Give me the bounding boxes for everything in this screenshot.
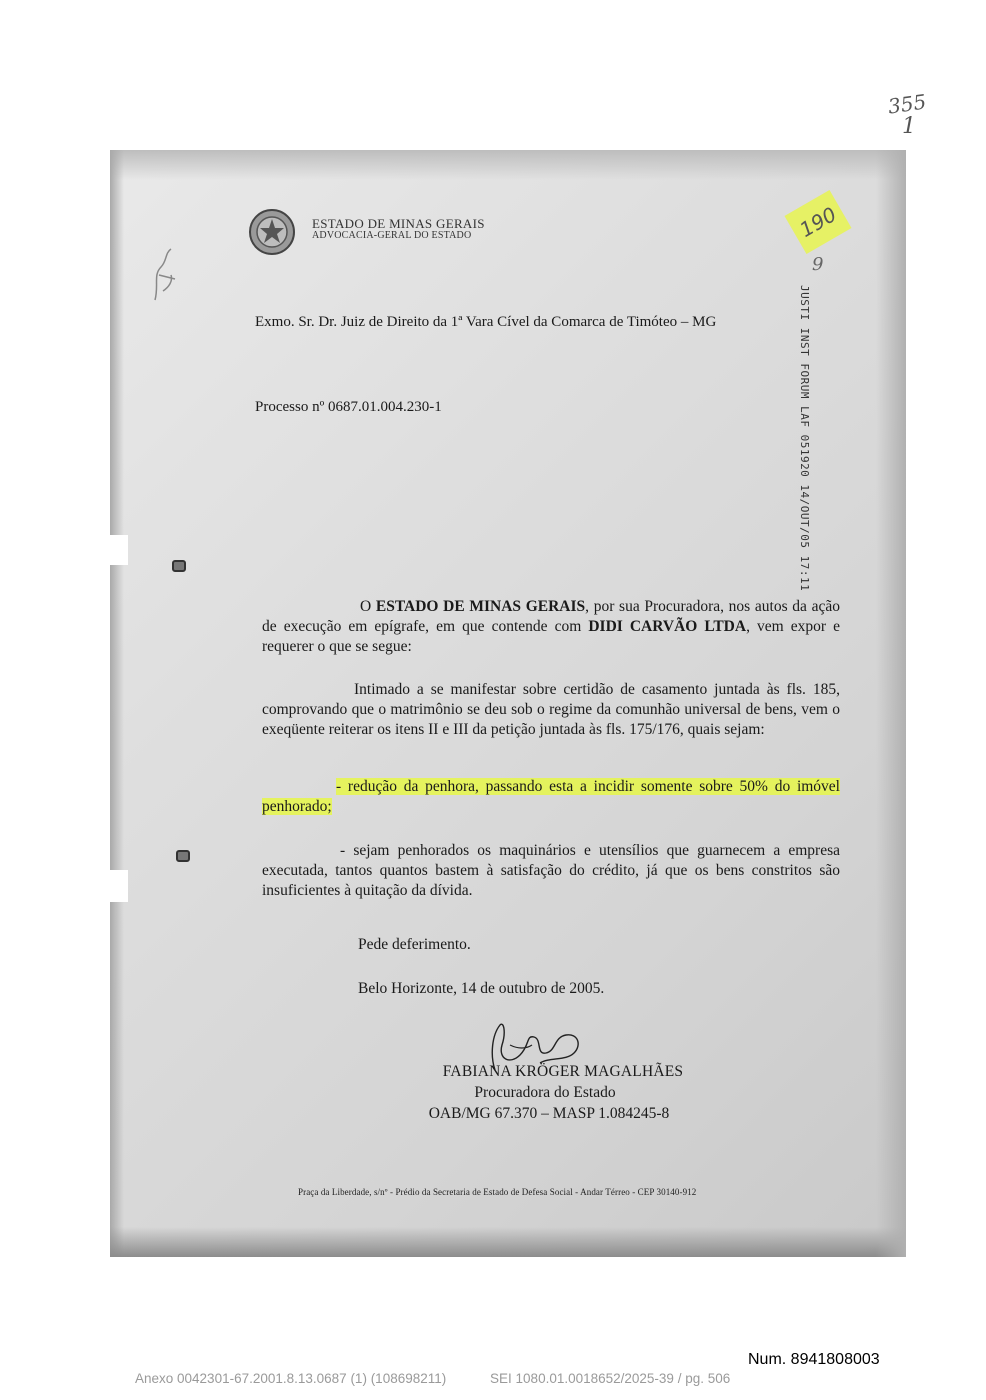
highlighted-folio-number: 190 [784, 190, 851, 254]
paragraph-summons: Intimado a se manifestar sobre certidão de casamento juntada às fls. 185, comprovando que o matrimônio se deu sob o regime da comunhão universal de bens, vem o exeqüente reiterar os itens II e III da petição juntada às fls. 175/176, quais sejam: [262, 681, 840, 738]
paragraph-item-reduction [262, 777, 840, 817]
paragraph-intro-b: , por sua Procuradora, nos autos da ação de execução em epígrafe, em que contende com [262, 598, 840, 635]
protocol-stamp: JUSTI INST FORUM LAF 051920 14/OUT/05 17:11 [798, 285, 811, 592]
paragraph-intro-a: O [360, 598, 376, 615]
handwritten-page-number-bottom: 1 [902, 114, 916, 139]
letterhead-footer-address: Praça da Liberdade, s/nº - Prédio da Secretaria de Estado de Defesa Social - Andar Térreo - CEP 30140-912 [298, 1187, 697, 1197]
sei-page-reference: SEI 1080.01.0018652/2025-39 / pg. 506 [490, 1371, 731, 1386]
handwritten-page-number-top: 355 [886, 89, 928, 119]
signer-name: FABIANA KRÖGER MAGALHÃES [442, 1063, 684, 1080]
signer-role: Procuradora do Estado [474, 1084, 616, 1101]
closing-place-date: Belo Horizonte, 14 de outubro de 2005. [358, 980, 605, 997]
document-number: Num. 8941808003 [748, 1351, 880, 1368]
binder-hole [172, 560, 186, 572]
letterhead-state: ESTADO DE MINAS GERAIS [312, 216, 485, 231]
letterhead-department: ADVOCACIA-GERAL DO ESTADO [312, 229, 472, 241]
scan-shadow-right [876, 150, 906, 1257]
handwritten-page-number [886, 89, 948, 152]
scan-shadow-top [110, 150, 906, 180]
paragraph-intro-defendant: DIDI CARVÃO LTDA [588, 618, 747, 635]
scan-shadow-left [110, 150, 124, 1257]
binder-hole [176, 850, 190, 862]
highlighted-text: - redução da penhora, passando esta a incidir somente sobre 50% do imóvel penhorado; [262, 778, 840, 815]
margin-initials-scribble [145, 245, 185, 305]
paragraph-intro-c: , vem expor e requerer o que se segue: [262, 618, 840, 655]
folio-sub-mark: 9 [812, 254, 824, 275]
closing-request: Pede deferimento. [358, 936, 471, 953]
state-coat-of-arms-icon [248, 208, 296, 256]
punch-mark [110, 535, 128, 565]
process-number: Processo nº 0687.01.004.230-1 [255, 399, 442, 415]
paragraph-item-seizure: - sejam penhorados os maquinários e utensílios que guarnecem a empresa executada, tantos quantos bastem à satisfação do crédito, já que os bens constritos são insuficientes à quitação da dívida. [262, 842, 840, 899]
letterhead [312, 217, 485, 241]
scan-shadow-bottom [110, 1227, 906, 1257]
annex-footer [135, 1371, 730, 1386]
punch-mark [110, 870, 128, 902]
paragraph-intro-party: ESTADO DE MINAS GERAIS [375, 598, 586, 615]
annex-reference: Anexo 0042301-67.2001.8.13.0687 (1) (108698211) [135, 1371, 447, 1386]
signer-registration: OAB/MG 67.370 – MASP 1.084245-8 [428, 1105, 670, 1122]
paragraph-intro [262, 597, 840, 657]
addressee-line: Exmo. Sr. Dr. Juiz de Direito da 1ª Vara Cível da Comarca de Timóteo – MG [255, 314, 717, 330]
